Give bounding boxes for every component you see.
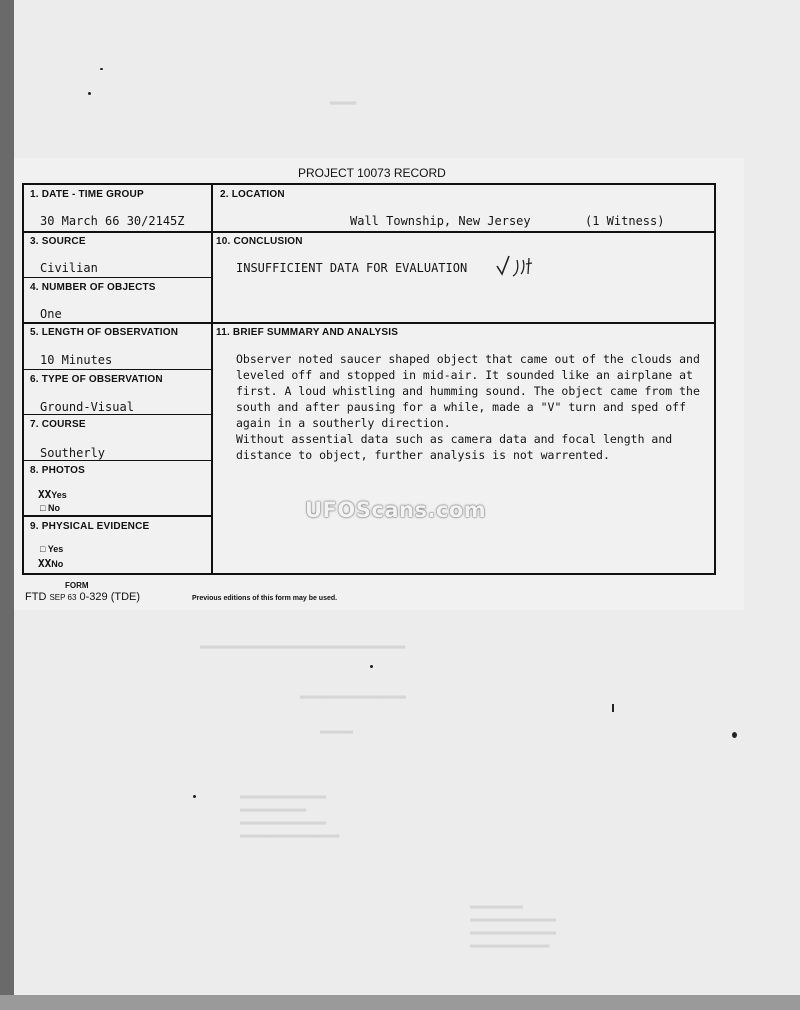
row-divider [211,231,714,233]
type-of-observation-value: Ground-Visual [40,400,134,414]
bleed-through-mark: ▬▬▬▬▬▬▬▬▬▬▬▬▬▬▬▬▬▬▬▬▬▬▬▬▬▬▬▬▬▬▬ [200,640,406,653]
scan-speck [732,732,737,738]
footer-form-label: FORM [65,581,89,590]
handwritten-check-initials [495,254,555,280]
footer-form-code [25,591,140,603]
source-label: 3. SOURCE [30,236,86,247]
summary-paragraph-analysis: Without assential data such as camera data and focal length and distance to object, further analysis is not warrented. [236,432,673,462]
row-divider [24,277,211,278]
source-value: Civilian [40,261,98,275]
summary-label: 11. BRIEF SUMMARY AND ANALYSIS [216,327,399,338]
scan-bottom-edge [0,995,800,1010]
length-of-observation-label: 5. LENGTH OF OBSERVATION [30,327,179,338]
form-title: PROJECT 10073 RECORD [298,166,446,180]
photos-yes-label: Yes [51,490,67,500]
physical-evidence-label: 9. PHYSICAL EVIDENCE [30,521,150,532]
course-value: Southerly [40,446,106,460]
number-of-objects-value: One [40,307,62,321]
scan-left-edge [0,0,14,1010]
course-label: 7. COURSE [30,419,86,430]
conclusion-label: 10. CONCLUSION [216,236,303,247]
location-value: Wall Township, New Jersey [350,214,531,228]
summary-text [236,351,711,463]
photos-no-option [40,503,60,513]
number-of-objects-label: 4. NUMBER OF OBJECTS [30,282,156,293]
scan-speck [370,665,373,668]
physical-evidence-no-mark: XX [38,557,52,570]
row-divider [24,369,211,370]
scan-speck [88,92,91,95]
photos-label: 8. PHOTOS [30,465,85,476]
watermark: UFOScans.com [305,498,487,522]
footer-code-date: SEP 63 [49,593,77,602]
column-divider [211,185,213,573]
scan-speck [193,795,196,798]
conclusion-value: INSUFFICIENT DATA FOR EVALUATION [236,261,468,275]
physical-evidence-no-label: No [51,559,64,569]
footer-code-prefix: FTD [25,591,47,603]
witness-count: (1 Witness) [585,214,665,228]
row-divider [24,322,714,324]
bleed-through-mark: ▬▬▬▬ [330,96,357,109]
footer-code-number: 0-329 (TDE) [79,591,141,603]
physical-evidence-yes-option [40,544,63,554]
row-divider [24,414,211,415]
scan-speck [100,68,103,70]
physical-evidence-no-option [38,557,63,570]
summary-paragraph-observation: Observer noted saucer shaped object that came out of the clouds and leveled off and stopped in mid-air. It sounded like an airplane at first. A loud whistling and humming sound. The object came from the south and after pausing for a while, made a "V" turn and sped off again in a southerly direction. [236,352,700,430]
date-time-group-label: 1. DATE - TIME GROUP [30,189,144,200]
photos-yes-option [38,488,67,501]
photos-no-checkbox: □ [40,503,46,513]
row-divider [24,515,211,517]
row-divider [24,460,211,461]
footer-note: Previous editions of this form may be used. [192,595,338,602]
date-time-group-value: 30 March 66 30/2145Z [40,214,185,228]
bleed-through-mark: ▬▬▬▬▬ [320,725,354,738]
physical-evidence-yes-checkbox: □ [40,544,46,554]
type-of-observation-label: 6. TYPE OF OBSERVATION [30,374,163,385]
physical-evidence-yes-label: Yes [47,544,64,554]
bleed-through-mark: ▬▬▬▬▬▬▬▬▬▬▬▬▬ ▬▬▬▬▬▬▬▬▬▬ ▬▬▬▬▬▬▬▬▬▬▬▬▬ ▬▬▬▬▬▬▬▬▬▬▬▬▬▬▬ [240,790,340,842]
bleed-through-mark: ▬▬▬▬▬▬▬▬▬▬▬▬▬▬▬▬ [300,690,406,703]
location-label: 2. LOCATION [220,189,285,200]
row-divider [24,231,211,233]
scan-speck [612,704,614,712]
photos-no-label: No [47,503,60,513]
length-of-observation-value: 10 Minutes [40,353,113,367]
photos-yes-mark: XX [38,488,52,501]
bleed-through-mark: ▬▬▬▬▬▬▬▬ ▬▬▬▬▬▬▬▬▬▬▬▬▬ ▬▬▬▬▬▬▬▬▬▬▬▬▬ ▬▬▬▬▬▬▬▬▬▬▬▬ [470,900,557,952]
